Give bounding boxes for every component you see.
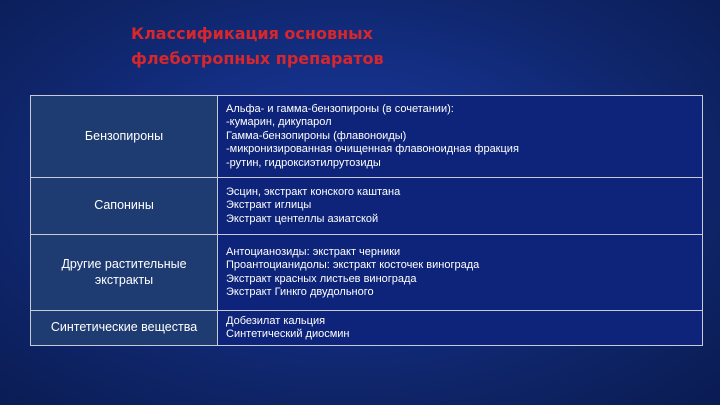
- drug-line: Гамма-бензопироны (флавоноиды): [226, 129, 407, 142]
- classification-table: [30, 95, 703, 346]
- drug-line: Эсцин, экстракт конского каштана: [226, 185, 401, 198]
- drugs-cell: [218, 96, 703, 178]
- drug-line: Экстракт иглицы: [226, 199, 312, 212]
- category-cell: Другие растительные экстракты: [31, 235, 218, 311]
- drug-line: Экстракт Гинкго двудольного: [226, 285, 374, 298]
- category-cell: Бензопироны: [31, 96, 218, 178]
- drug-line: Альфа- и гамма-бензопироны (в сочетании):: [226, 102, 454, 115]
- table-row: [31, 235, 703, 311]
- slide-title-line-2: флеботропных препаратов: [131, 49, 384, 68]
- table-row: [31, 311, 703, 346]
- drug-line: Экстракт красных листьев винограда: [226, 272, 417, 285]
- drugs-cell: [218, 311, 703, 346]
- slide-title: [131, 21, 551, 71]
- drug-line: -кумарин, дикупарол: [226, 116, 332, 129]
- drug-line: Добезилат кальция: [226, 314, 326, 327]
- drugs-cell: [218, 235, 703, 311]
- table-row: [31, 178, 703, 235]
- drug-line: Проантоцианидолы: экстракт косточек винограда: [226, 259, 480, 272]
- slide-title-line-1: Классификация основных: [131, 24, 373, 43]
- category-cell: Сапонины: [31, 178, 218, 235]
- drug-line: -рутин, гидроксиэтилрутозиды: [226, 156, 381, 169]
- category-cell: Синтетические вещества: [31, 311, 218, 346]
- drug-line: Экстракт центеллы азиатской: [226, 212, 379, 225]
- drug-line: Синтетический диосмин: [226, 328, 350, 340]
- table-row: [31, 96, 703, 178]
- drug-line: -микронизированная очищенная флавоноидная фракция: [226, 143, 519, 156]
- drug-line: Антоцианозиды: экстракт черники: [226, 245, 401, 258]
- drugs-cell: [218, 178, 703, 235]
